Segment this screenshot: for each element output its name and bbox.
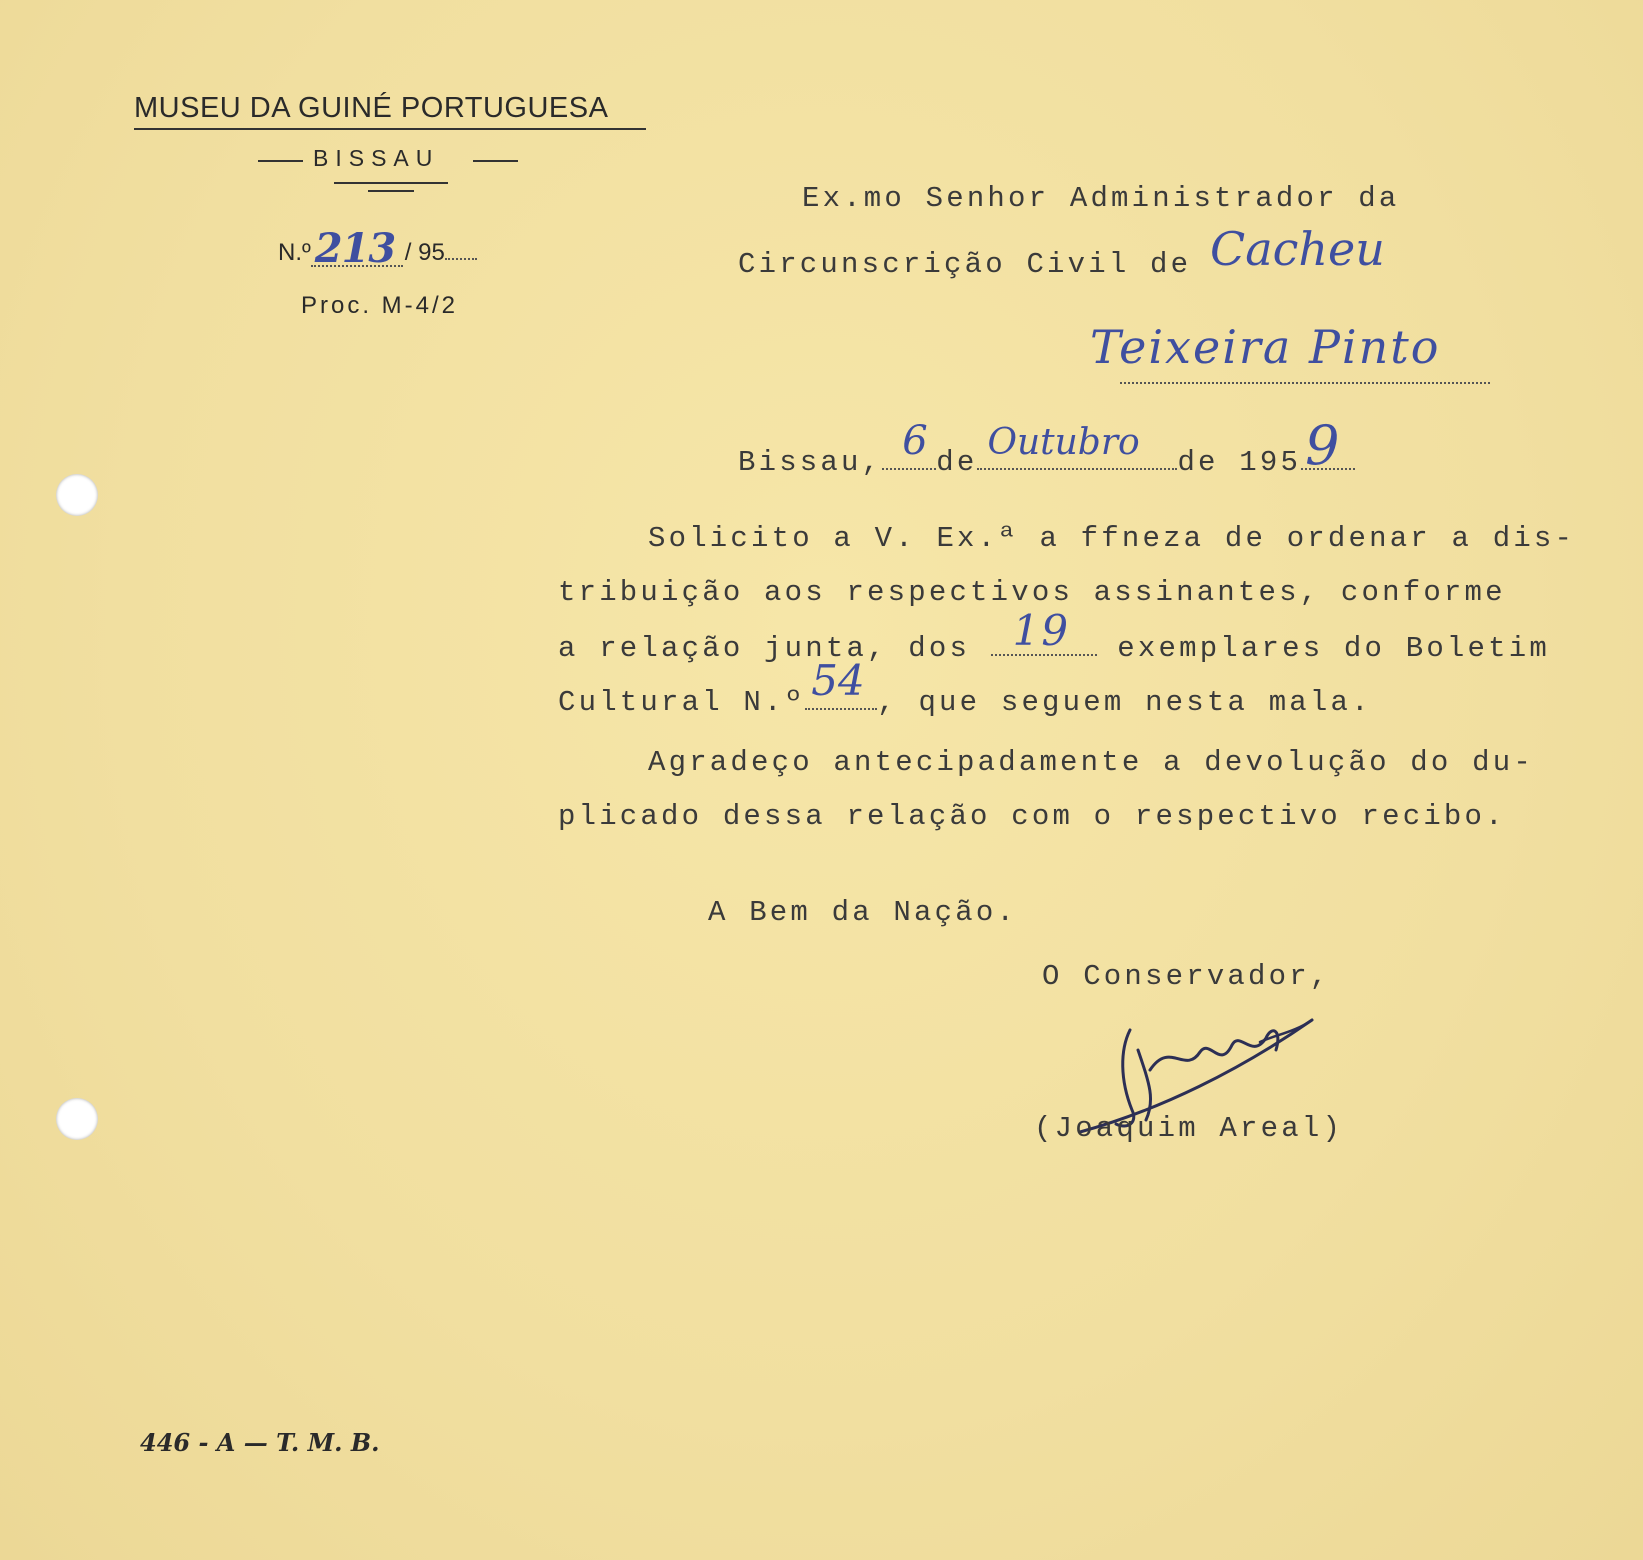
- body-paragraph-1-line-3: a relação junta, dos 19 exemplares do Boletim: [558, 606, 1550, 665]
- institution-underline: [134, 128, 646, 130]
- date-de-1: de: [936, 446, 978, 479]
- addressee-name-dotted-line: [1120, 382, 1490, 384]
- number-prefix: N.º: [278, 239, 311, 266]
- date-de-2: de: [1177, 446, 1219, 479]
- closing-role: O Conservador,: [1042, 960, 1331, 993]
- date-line: [738, 414, 1355, 479]
- city-rule-short: [368, 190, 414, 192]
- printer-code: 446 - A — T. M. B.: [140, 1428, 380, 1457]
- city-rule: [334, 182, 448, 184]
- institution-name: MUSEU DA GUINÉ PORTUGUESA: [134, 92, 609, 124]
- punch-hole-top: [56, 474, 98, 516]
- institution-city: BISSAU: [313, 145, 440, 171]
- handwritten-place: Cacheu: [1210, 222, 1385, 276]
- process-reference: Proc. M-4/2: [301, 292, 459, 319]
- signatory-name: (Joaquim Areal): [1034, 1112, 1344, 1145]
- number-suffix: / 95: [404, 239, 445, 266]
- closing-salutation: A Bem da Nação.: [708, 896, 1018, 929]
- addressee-line-1: Ex.mo Senhor Administrador da: [802, 182, 1400, 215]
- body-paragraph-1-line-2: tribuição aos respectivos assinantes, conforme: [558, 576, 1506, 609]
- handwritten-bulletin-number: 54: [811, 656, 865, 705]
- body-paragraph-1-line-1: Solicito a V. Ex.ª a ffneza de ordenar a dis-: [648, 522, 1576, 555]
- handwritten-addressee-name: Teixeira Pinto: [1090, 320, 1441, 374]
- date-city: Bissau,: [738, 446, 883, 479]
- body-paragraph-1-line-4: Cultural N.º 54 , que seguem nesta mala.: [558, 656, 1372, 719]
- year-prefix: 195: [1239, 446, 1302, 479]
- addressee-line-2: Circunscrição Civil de: [738, 248, 1192, 281]
- city-dash-right: [473, 160, 518, 162]
- city-dash-left: [258, 160, 303, 162]
- body-paragraph-2-line-2: plicado dessa relação com o respectivo recibo.: [558, 800, 1506, 833]
- reference-number-line: [278, 225, 477, 272]
- body-paragraph-2-line-1: Agradeço antecipadamente a devolução do du-: [648, 746, 1534, 779]
- handwritten-reference-number: 213: [314, 225, 396, 272]
- punch-hole-bottom: [56, 1098, 98, 1140]
- handwritten-copy-count: 19: [1012, 606, 1071, 655]
- handwritten-day: 6: [902, 418, 928, 464]
- handwritten-month: Outubro: [987, 422, 1140, 463]
- handwritten-year-digit: 9: [1305, 414, 1340, 477]
